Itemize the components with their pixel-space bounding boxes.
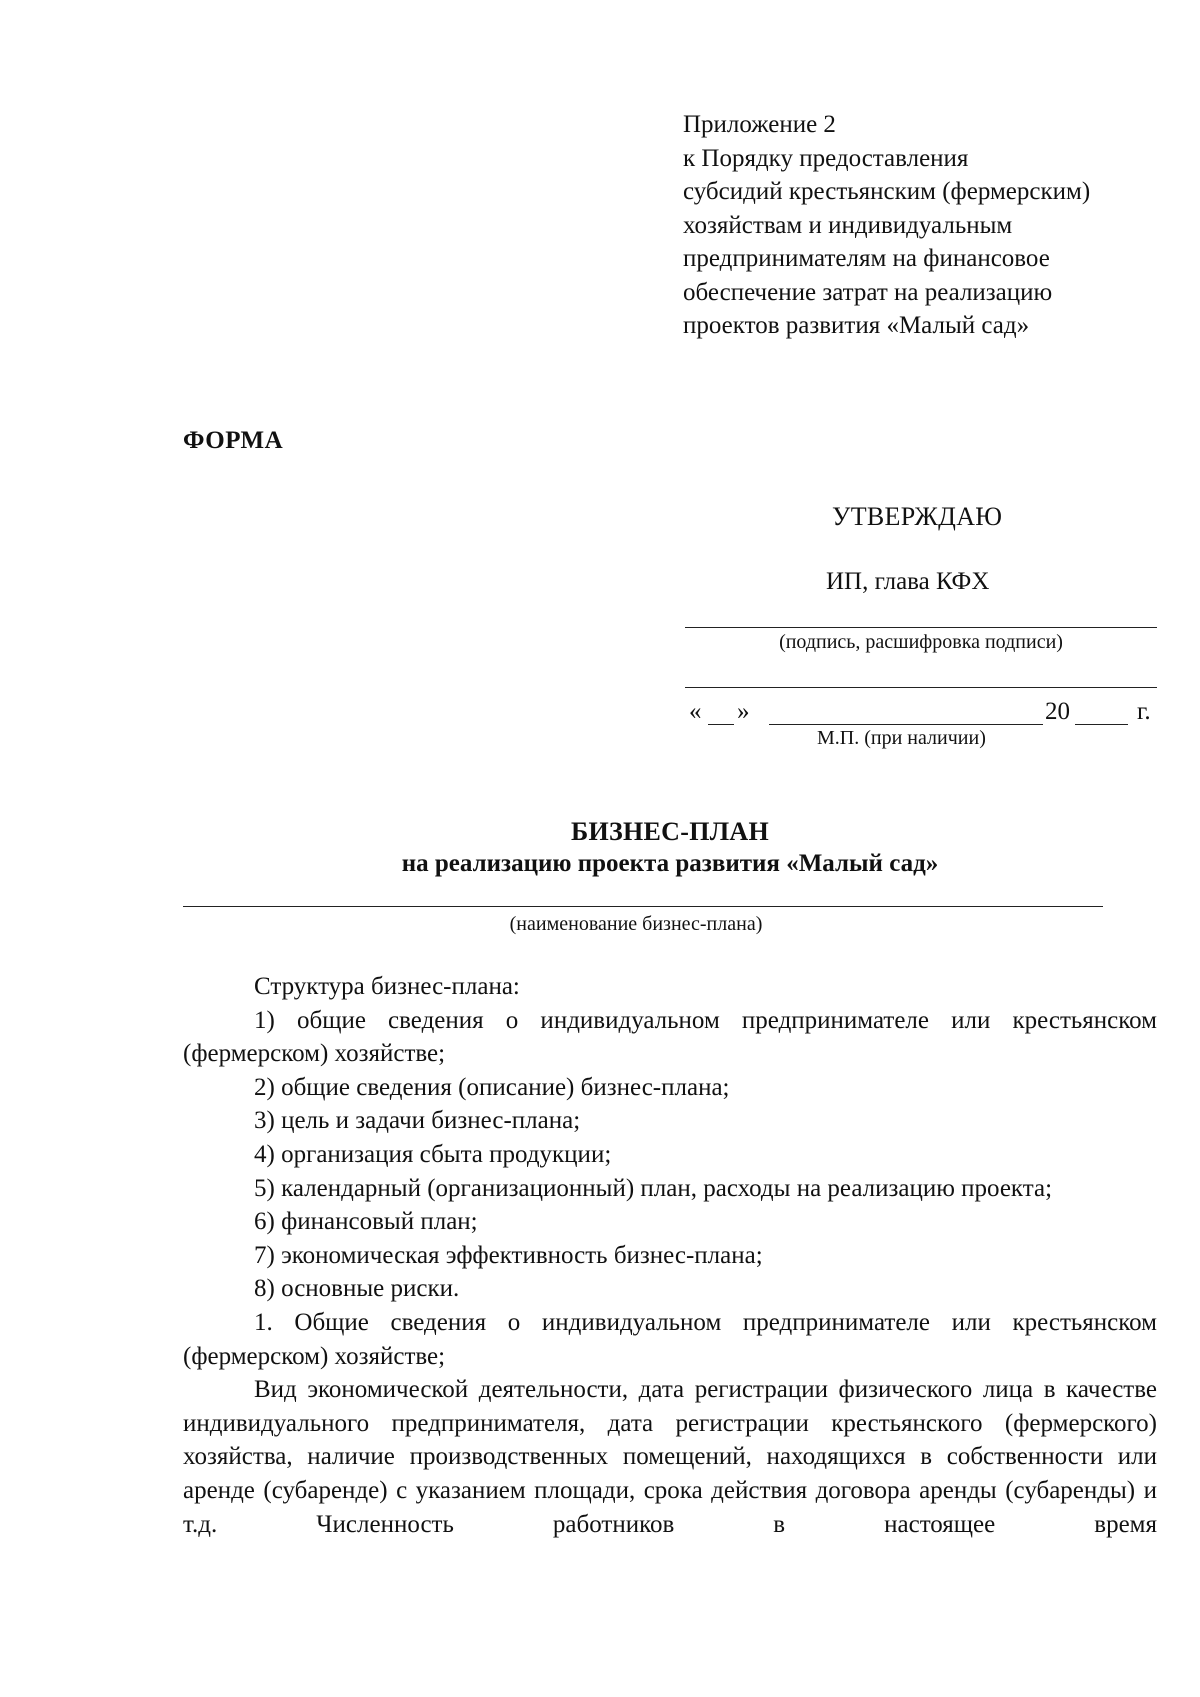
plan-name-line[interactable] xyxy=(183,906,1103,907)
annex-line: проектов развития «Малый сад» xyxy=(683,312,1030,339)
structure-item: 6) финансовый план; xyxy=(254,1208,478,1236)
date-quote-close: » xyxy=(737,698,750,725)
section-paragraph: Вид экономической деятельности, дата регистрации физического лица в качестве индивидуального предпринимателя, дата регистрации крестьянского (фермерского) хозяйства, наличие производственных помещений, находящихся в собственности или аренде (субаренде) с указанием площади, срока действия договора аренды (субаренды) и т.д. Численность работников в настоящее время xyxy=(183,1376,1157,1538)
structure-item: 2) общие сведения (описание) бизнес-плана; xyxy=(254,1073,730,1101)
plan-name-caption: (наименование бизнес-плана) xyxy=(509,913,763,935)
structure-item: 5) календарный (организационный) план, расходы на реализацию проекта; xyxy=(254,1174,1053,1202)
document-title: БИЗНЕС-ПЛАН xyxy=(570,817,770,846)
document-body xyxy=(183,970,1157,1541)
form-label: ФОРМА xyxy=(183,427,284,454)
annex-block xyxy=(683,108,1163,343)
structure-item: 1) общие сведения о индивидуальном предпринимателе или крестьянском (фермерском) хозяйстве; xyxy=(183,1006,1157,1068)
approval-role: ИП, глава КФХ xyxy=(826,568,990,595)
date-quote-open: « xyxy=(689,698,702,725)
year-blank-field[interactable] xyxy=(1075,724,1128,725)
annex-line: хозяйствам и индивидуальным xyxy=(683,211,1013,239)
section-heading: 1. Общие сведения о индивидуальном предпринимателе или крестьянском (фермерском) хозяйстве; xyxy=(183,1308,1157,1370)
seal-caption: М.П. (при наличии) xyxy=(817,727,986,749)
annex-line: обеспечение затрат на реализацию xyxy=(683,278,1053,306)
structure-heading: Структура бизнес-плана: xyxy=(254,973,520,1000)
structure-item: 3) цель и задачи бизнес-плана; xyxy=(254,1107,581,1135)
signature-line-secondary[interactable] xyxy=(685,687,1157,688)
structure-item: 7) экономическая эффективность бизнес-плана; xyxy=(254,1241,763,1269)
annex-line: к Порядку предоставления xyxy=(683,144,969,172)
annex-line: субсидий крестьянским (фермерским) xyxy=(683,178,1091,205)
signature-caption: (подпись, расшифровка подписи) xyxy=(779,631,1063,653)
annex-line: Приложение 2 xyxy=(683,111,836,138)
structure-item: 4) организация сбыта продукции; xyxy=(254,1140,612,1168)
document-subtitle: на реализацию проекта развития «Малый сад» xyxy=(401,850,939,877)
annex-line: предпринимателям на финансовое xyxy=(683,245,1050,272)
approval-title: УТВЕРЖДАЮ xyxy=(832,502,1003,531)
date-row xyxy=(685,698,1157,728)
year-suffix: г. xyxy=(1137,698,1151,725)
structure-item: 8) основные риски. xyxy=(254,1275,460,1303)
signature-line[interactable] xyxy=(685,627,1157,628)
month-blank-field[interactable] xyxy=(769,724,1043,725)
year-prefix: 20 xyxy=(1045,698,1070,725)
day-blank-field[interactable] xyxy=(708,724,734,725)
